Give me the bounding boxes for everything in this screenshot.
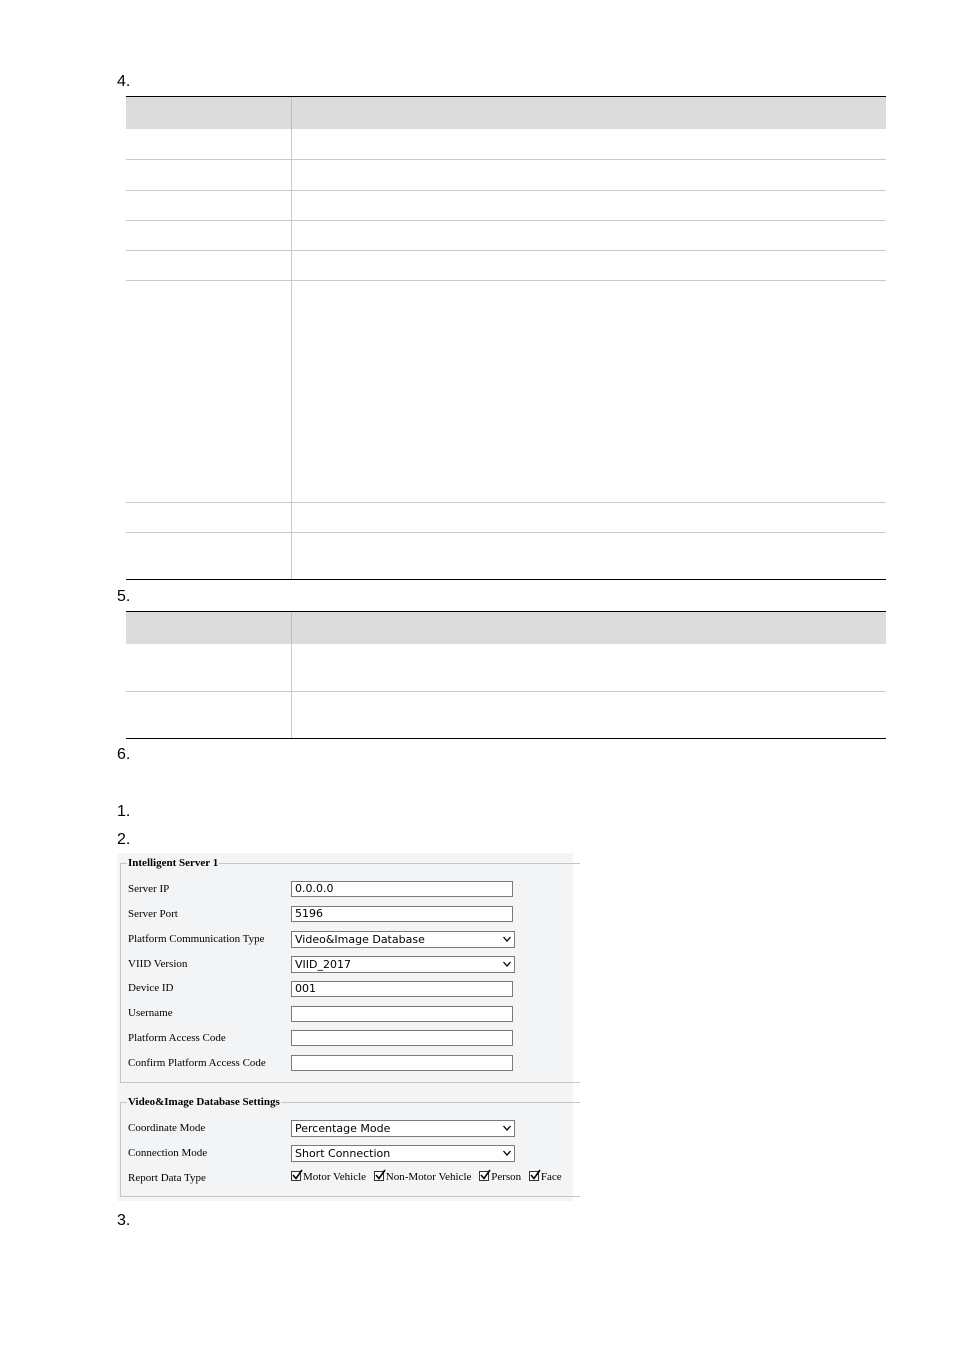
parameter-table-1 [126,96,886,580]
platform-communication-type-label: Platform Communication Type [128,933,265,945]
checkbox-checked-icon[interactable] [479,1171,489,1181]
table-row-divider [126,691,886,692]
table-row-divider [126,502,886,503]
coordinate-mode-select[interactable] [291,1120,515,1137]
table-row-divider [126,280,886,281]
step-number-6: 6. [117,746,131,763]
viid-version-select[interactable] [291,956,515,973]
checkbox-checked-icon[interactable] [529,1171,539,1181]
face-label: Face [540,1171,562,1183]
table-bottom-border [126,579,886,580]
table-row-divider [126,159,886,160]
confirm-platform-access-code-label: Confirm Platform Access Code [128,1057,266,1069]
intelligent-server-fieldset [120,857,580,1083]
platform-access-code-label: Platform Access Code [128,1032,226,1044]
video-image-database-legend: Video&Image Database Settings [128,1096,280,1108]
server-port-label: Server Port [128,908,178,920]
table-row-divider [126,250,886,251]
confirm-platform-access-code-input[interactable] [291,1055,513,1071]
checkbox-checked-icon[interactable] [291,1171,301,1181]
motor-vehicle-option[interactable] [291,1171,366,1183]
device-id-label: Device ID [128,982,174,994]
coordinate-mode-value: Percentage Mode [295,1122,391,1135]
non-motor-vehicle-option[interactable] [374,1171,472,1183]
viid-version-value: VIID_2017 [295,958,351,971]
chevron-down-icon [503,935,511,943]
substep-number-2: 2. [117,831,131,848]
substep-number-1: 1. [117,803,131,820]
report-data-type-options [291,1170,567,1184]
platform-communication-type-select[interactable] [291,931,515,948]
checkbox-checked-icon[interactable] [374,1171,384,1181]
report-data-type-label: Report Data Type [128,1172,206,1184]
non-motor-vehicle-label: Non-Motor Vehicle [385,1171,472,1183]
username-input[interactable] [291,1006,513,1022]
parameter-table-2 [126,611,886,739]
motor-vehicle-label: Motor Vehicle [303,1171,367,1183]
server-ip-label: Server IP [128,883,170,895]
device-id-input[interactable]: 001 [291,981,513,997]
table-row-divider [126,220,886,221]
chevron-down-icon [503,1149,511,1157]
connection-mode-select[interactable] [291,1145,515,1162]
face-option[interactable] [529,1171,562,1183]
substep-number-3: 3. [117,1212,131,1229]
server-port-input[interactable]: 5196 [291,906,513,922]
connection-mode-label: Connection Mode [128,1147,208,1159]
chevron-down-icon [503,960,511,968]
table-bottom-border [126,738,886,739]
username-label: Username [128,1007,173,1019]
viid-version-label: VIID Version [128,958,188,970]
step-number-5: 5. [117,588,131,605]
table-header [126,611,886,644]
connection-mode-value: Short Connection [295,1147,391,1160]
person-label: Person [491,1171,522,1183]
coordinate-mode-label: Coordinate Mode [128,1122,206,1134]
chevron-down-icon [503,1124,511,1132]
video-image-database-fieldset [120,1096,580,1197]
table-header [126,96,886,129]
person-option[interactable] [479,1171,521,1183]
platform-access-code-input[interactable] [291,1030,513,1046]
table-row-divider [126,532,886,533]
platform-communication-type-value: Video&Image Database [295,933,425,946]
server-ip-input[interactable]: 0.0.0.0 [291,881,513,897]
intelligent-server-settings-panel [117,853,573,1201]
intelligent-server-legend: Intelligent Server 1 [128,857,219,869]
step-number-4: 4. [117,73,131,90]
table-row-divider [126,190,886,191]
